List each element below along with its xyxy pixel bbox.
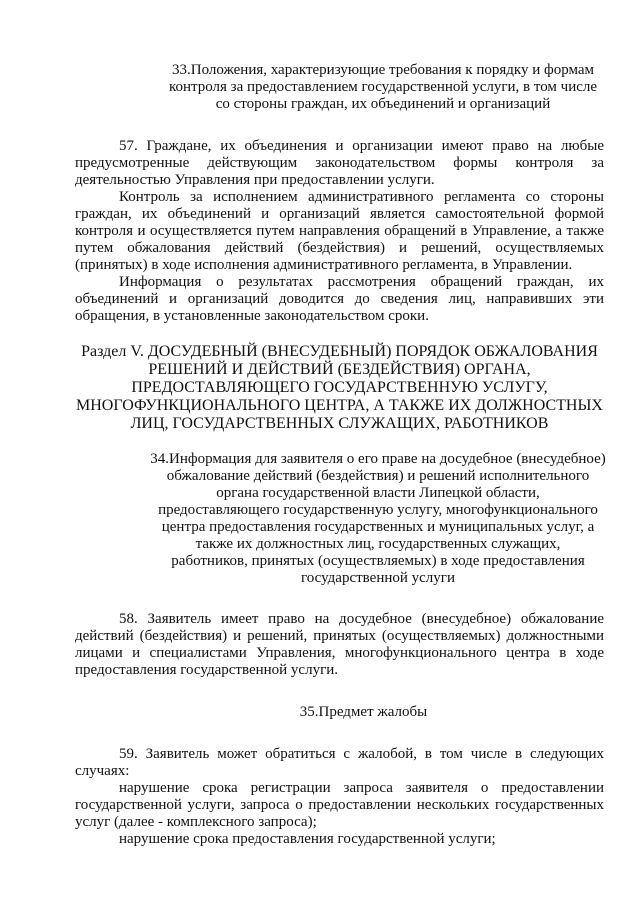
heading-line: 33.Положения, характеризующие требования к порядку и формам	[171, 62, 595, 78]
subsection-heading-34	[145, 451, 611, 587]
paragraph-57: 57. Граждане, их объединения и организации имеют право на любые предусмотренные действующим законодательством формы контроля за деятельностью Управления при предоставлении услуги.	[75, 138, 604, 188]
paragraph-59-case-registration: нарушение срока регистрации запроса заявителя о предоставлении государственной услуги, запроса о предоставлении нескольких государственных услуг (далее - комплексного запроса);	[75, 780, 604, 830]
paragraph-57-information: Информация о результатах рассмотрения обращений граждан, их объединений и организаций доводится до сведения лиц, направивших эти обращения, в установленные законодательством сроки.	[75, 274, 604, 324]
subsection-heading-35: 35.Предмет жалобы	[299, 704, 428, 720]
heading-line: Раздел V. ДОСУДЕБНЫЙ (ВНЕСУДЕБНЫЙ) ПОРЯДОК ОБЖАЛОВАНИЯ	[81, 343, 598, 360]
heading-line: органа государственной власти Липецкой области,	[216, 485, 540, 501]
heading-line: также их должностных лиц, государственных служащих,	[195, 536, 561, 552]
heading-line: РЕШЕНИЙ И ДЕЙСТВИЙ (БЕЗДЕЙСТВИЯ) ОРГАНА,	[148, 361, 531, 378]
heading-line: контроля за предоставлением государственной услуги, в том числе	[168, 79, 598, 95]
heading-line: ЛИЦ, ГОСУДАРСТВЕННЫХ СЛУЖАЩИХ, РАБОТНИКОВ	[130, 415, 549, 432]
heading-line: работников, принятых (осуществляемых) в ходе предоставления	[171, 553, 585, 569]
heading-line: государственной услуги	[301, 570, 455, 586]
heading-line: со стороны граждан, их объединений и организаций	[215, 96, 551, 112]
heading-line: МНОГОФУНКЦИОНАЛЬНОГО ЦЕНТРА, А ТАКЖЕ ИХ ДОЛЖНОСТНЫХ	[76, 397, 603, 414]
heading-line: 34.Информация для заявителя о его праве на досудебное (внесудебное)	[150, 451, 606, 467]
paragraph-59-case-deadline: нарушение срока предоставления государственной услуги;	[119, 831, 496, 847]
heading-line: предоставляющего государственную услугу, многофункционального	[158, 502, 598, 518]
paragraph-57-control: Контроль за исполнением административного регламента со стороны граждан, их объединений и организаций является самостоятельной формой контроля и осуществляется путем направления обращений в Управление, а также путем обжалования действий (бездействия) и решений, осуществляемых (принятых) в ходе исполнения административного регламента, в Управлении.	[75, 189, 604, 273]
section-heading-5	[75, 343, 604, 433]
heading-line: обжалование действий (бездействия) и решений исполнительного	[166, 468, 590, 484]
subsection-heading-33	[163, 62, 603, 113]
paragraph-58: 58. Заявитель имеет право на досудебное (внесудебное) обжалование действий (бездействия) и решений, принятых (осуществляемых) должностными лицами и специалистами Управления, многофункционального центра в ходе предоставления государственной услуги.	[75, 611, 604, 678]
heading-line: центра предоставления государственных и муниципальных услуг, а	[161, 519, 595, 535]
paragraph-59: 59. Заявитель может обратиться с жалобой, в том числе в следующих случаях:	[75, 746, 604, 779]
heading-line: ПРЕДОСТАВЛЯЮЩЕГО ГОСУДАРСТВЕННУЮ УСЛУГУ,	[131, 379, 548, 396]
